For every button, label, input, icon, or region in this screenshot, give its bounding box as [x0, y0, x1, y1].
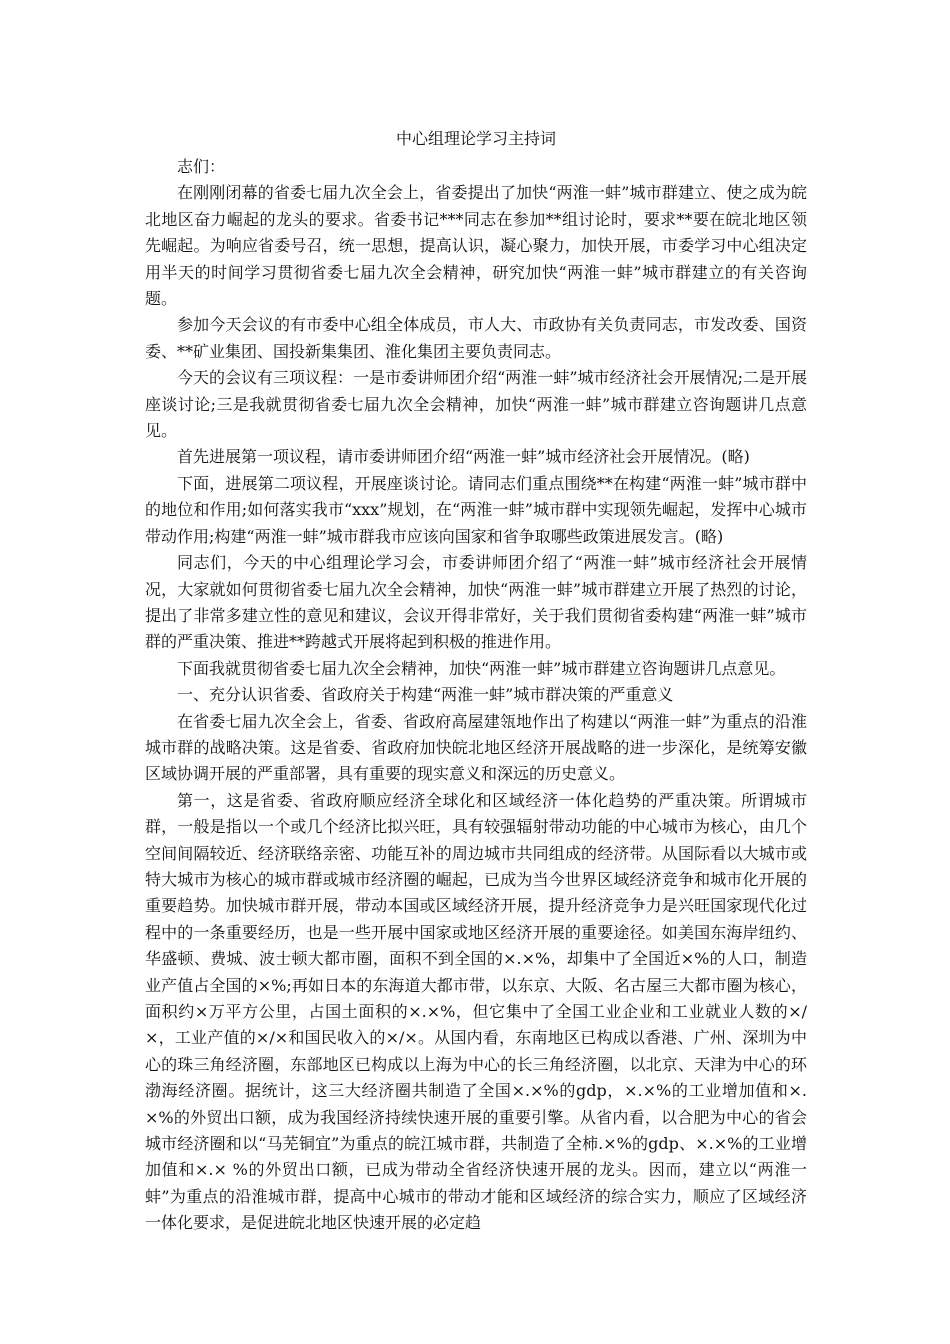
section-heading: 一、充分认识省委、省政府关于构建“两淮一蚌”城市群决策的严重意义: [177, 685, 674, 705]
paragraph: 今天的会议有三项议程：一是市委讲师团介绍“两淮一蚌”城市经济社会开展情况;二是开展座谈讨论;三是我就贯彻省委七届九次全会精神，加快“两淮一蚌”城市群建立咨询题讲几点意见。: [145, 368, 807, 441]
paragraph: 下面，进展第二项议程，开展座谈讨论。请同志们重点围绕**在构建“两淮一蚌”城市群中的地位和作用;如何落实我市“xxx”规划，在“两淮一蚌”城市群中实现领先崛起，发挥中心城市带动作用;构建“两淮一蚌”城市群我市应该向国家和省争取哪些政策进展发言。(略): [145, 473, 807, 546]
document-page: [145, 128, 807, 1237]
document-title: 中心组理论学习主持词: [395, 129, 556, 148]
salutation: 志们：: [177, 157, 226, 176]
paragraph: 同志们，今天的中心组理论学习会，市委讲师团介绍了“两淮一蚌”城市经济社会开展情况，大家就如何贯彻省委七届九次全会精神，加快“两淮一蚌”城市群建立开展了热烈的讨论，提出了非常多建立性的意见和建议，会议开得非常好，关于我们贯彻省委构建“两淮一蚌”城市群的严重决策、推进**跨越式开展将起到积极的推进作用。: [145, 553, 807, 652]
paragraph: 在省委七届九次全会上，省委、省政府高屋建瓴地作出了构建以“两淮一蚌”为重点的沿淮城市群的战略决策。这是省委、省政府加快皖北地区经济开展战略的进一步深化，是统筹安徽区域协调开展的严重部署，具有重要的现实意义和深远的历史意义。: [145, 711, 807, 784]
paragraph: 在刚刚闭幕的省委七届九次全会上，省委提出了加快“两淮一蚌”城市群建立、使之成为皖北地区奋力崛起的龙头的要求。省委书记***同志在参加**组讨论时，要求**要在皖北地区领先崛起。为响应省委号召，统一思想，提高认识，凝心聚力，加快开展，市委学习中心组决定用半天的时间学习贯彻省委七届九次全会精神，研究加快“两淮一蚌”城市群建立的有关咨询题。: [145, 183, 807, 309]
paragraph: 下面我就贯彻省委七届九次全会精神，加快“两淮一蚌”城市群建立咨询题讲几点意见。: [177, 658, 786, 678]
paragraph: 第一，这是省委、省政府顺应经济全球化和区域经济一体化趋势的严重决策。所谓城市群，一般是指以一个或几个经济比拟兴旺，具有较强辐射带动功能的中心城市为核心，由几个空间间隔较近、经济联络亲密、功能互补的周边城市共同组成的经济带。从国际看以大城市或特大城市为核心的城市群或城市经济圈的崛起，已成为当今世界区域经济竞争和城市化开展的重要趋势。加快城市群开展，带动本国或区域经济开展，提升经济竞争力是兴旺国家现代化过程中的一条重要经历，也是一些开展中国家或地区经济开展的重要途径。如美国东海岸纽约、华盛顿、费城、波士顿大都市圈，面积不到全国的×.×%，却集中了全国近×%的人口，制造业产值占全国的×%;再如日本的东海道大都市带，以东京、大阪、名古屋三大都市圈为核心，面积约×万平方公里，占国土面积的×.×%，但它集中了全国工业企业和工业就业人数的×/×，工业产值的×/×和国民收入的×/×。从国内看，东南地区已构成以香港、广州、深圳为中心的珠三角经济圈，东部地区已构成以上海为中心的长三角经济圈，以北京、天津为中心的环渤海经济圈。据统计，这三大经济圈共制造了全国×.×%的gdp，×.×%的工业增加值和×.×%的外贸出口额，成为我国经济持续快速开展的重要引擎。从省内看，以合肥为中心的省会城市经济圈和以“马芜铜宜”为重点的皖江城市群，共制造了全柿.×%的gdp、×.×%的工业增加值和×.× %的外贸出口额，已成为带动全省经济快速开展的龙头。因而，建立以“两淮一蚌”为重点的沿淮城市群，提高中心城市的带动才能和区域经济的综合实力，顺应了区域经济一体化要求，是促进皖北地区快速开展的必定趋: [145, 790, 807, 1233]
paragraph: 首先进展第一项议程，请市委讲师团介绍“两淮一蚌”城市经济社会开展情况。(略): [177, 447, 750, 467]
paragraph: 参加今天会议的有市委中心组全体成员，市人大、市政协有关负责同志，市发改委、国资委、**矿业集团、国投新集集团、淮化集团主要负责同志。: [145, 315, 807, 361]
